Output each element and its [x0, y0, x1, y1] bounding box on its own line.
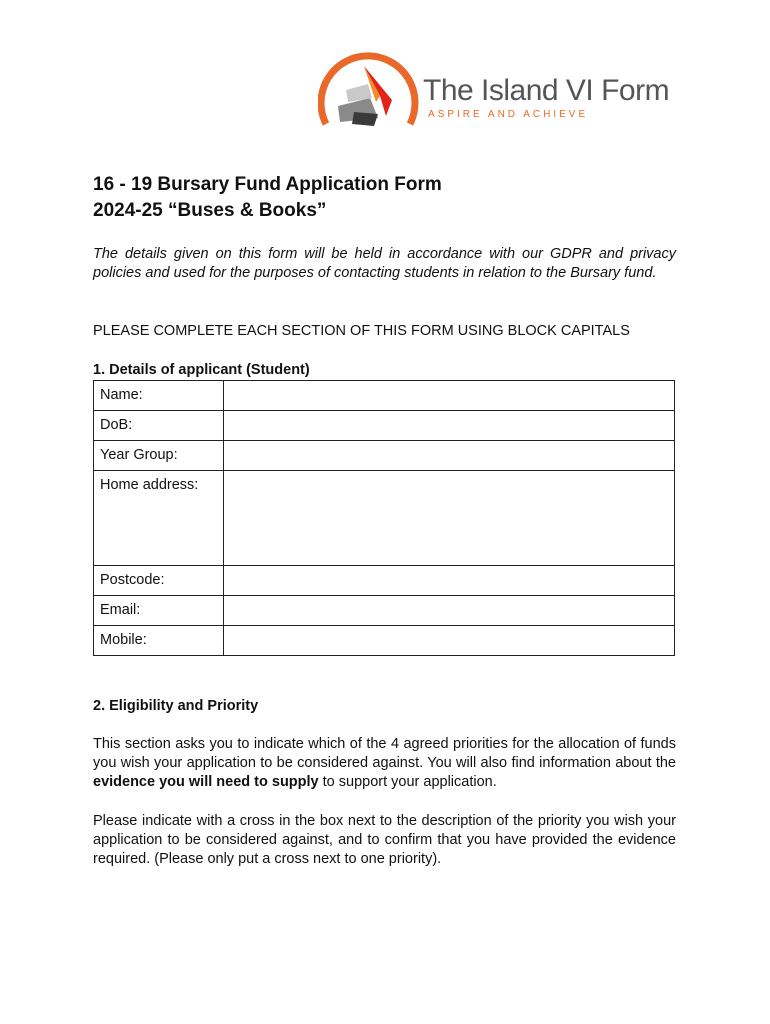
applicant-details-table	[93, 380, 675, 656]
table-row	[94, 441, 675, 471]
home-address-field[interactable]	[224, 471, 675, 566]
field-label: Year Group:	[94, 441, 224, 471]
dob-field[interactable]	[224, 411, 675, 441]
form-title-line2: 2024-25 “Buses & Books”	[93, 200, 327, 221]
cross-instruction-paragraph: Please indicate with a cross in the box next to the description of the priority you wish your application to be considered against, and to confirm that you have provided the evidence required. (Please only put a cross next to one priority).	[93, 813, 676, 867]
email-field[interactable]	[224, 596, 675, 626]
field-label: Mobile:	[94, 626, 224, 656]
field-label: Postcode:	[94, 566, 224, 596]
field-label: Home address:	[94, 471, 224, 566]
priorities-text-start: This section asks you to indicate which of the 4 agreed priorities for the allocation of funds you wish your application to be considered against. You will also find information about the	[93, 736, 676, 771]
logo-mark-icon	[318, 52, 420, 126]
section1-heading: 1. Details of applicant (Student)	[93, 362, 310, 378]
evidence-emphasis: evidence you will need to supply	[93, 774, 319, 790]
postcode-field[interactable]	[224, 566, 675, 596]
name-field[interactable]	[224, 381, 675, 411]
privacy-notice: The details given on this form will be held in accordance with our GDPR and privacy policies and used for the purposes of contacting students in relation to the Bursary fund.	[93, 246, 676, 281]
year-group-field[interactable]	[224, 441, 675, 471]
block-capitals-instruction: PLEASE COMPLETE EACH SECTION OF THIS FORM USING BLOCK CAPITALS	[93, 323, 630, 339]
field-label: DoB:	[94, 411, 224, 441]
table-row	[94, 411, 675, 441]
field-label: Name:	[94, 381, 224, 411]
form-title	[93, 172, 442, 224]
priorities-text-end: to support your application.	[318, 774, 497, 790]
table-row	[94, 471, 675, 566]
logo-title: The Island VI Form	[423, 74, 670, 107]
table-row	[94, 626, 675, 656]
form-title-line1: 16 - 19 Bursary Fund Application Form	[93, 174, 442, 195]
table-row	[94, 566, 675, 596]
table-row	[94, 381, 675, 411]
table-row	[94, 596, 675, 626]
mobile-field[interactable]	[224, 626, 675, 656]
logo-tagline: ASPIRE AND ACHIEVE	[428, 109, 589, 120]
field-label: Email:	[94, 596, 224, 626]
priorities-paragraph	[93, 735, 676, 792]
section2-heading: 2. Eligibility and Priority	[93, 698, 259, 714]
